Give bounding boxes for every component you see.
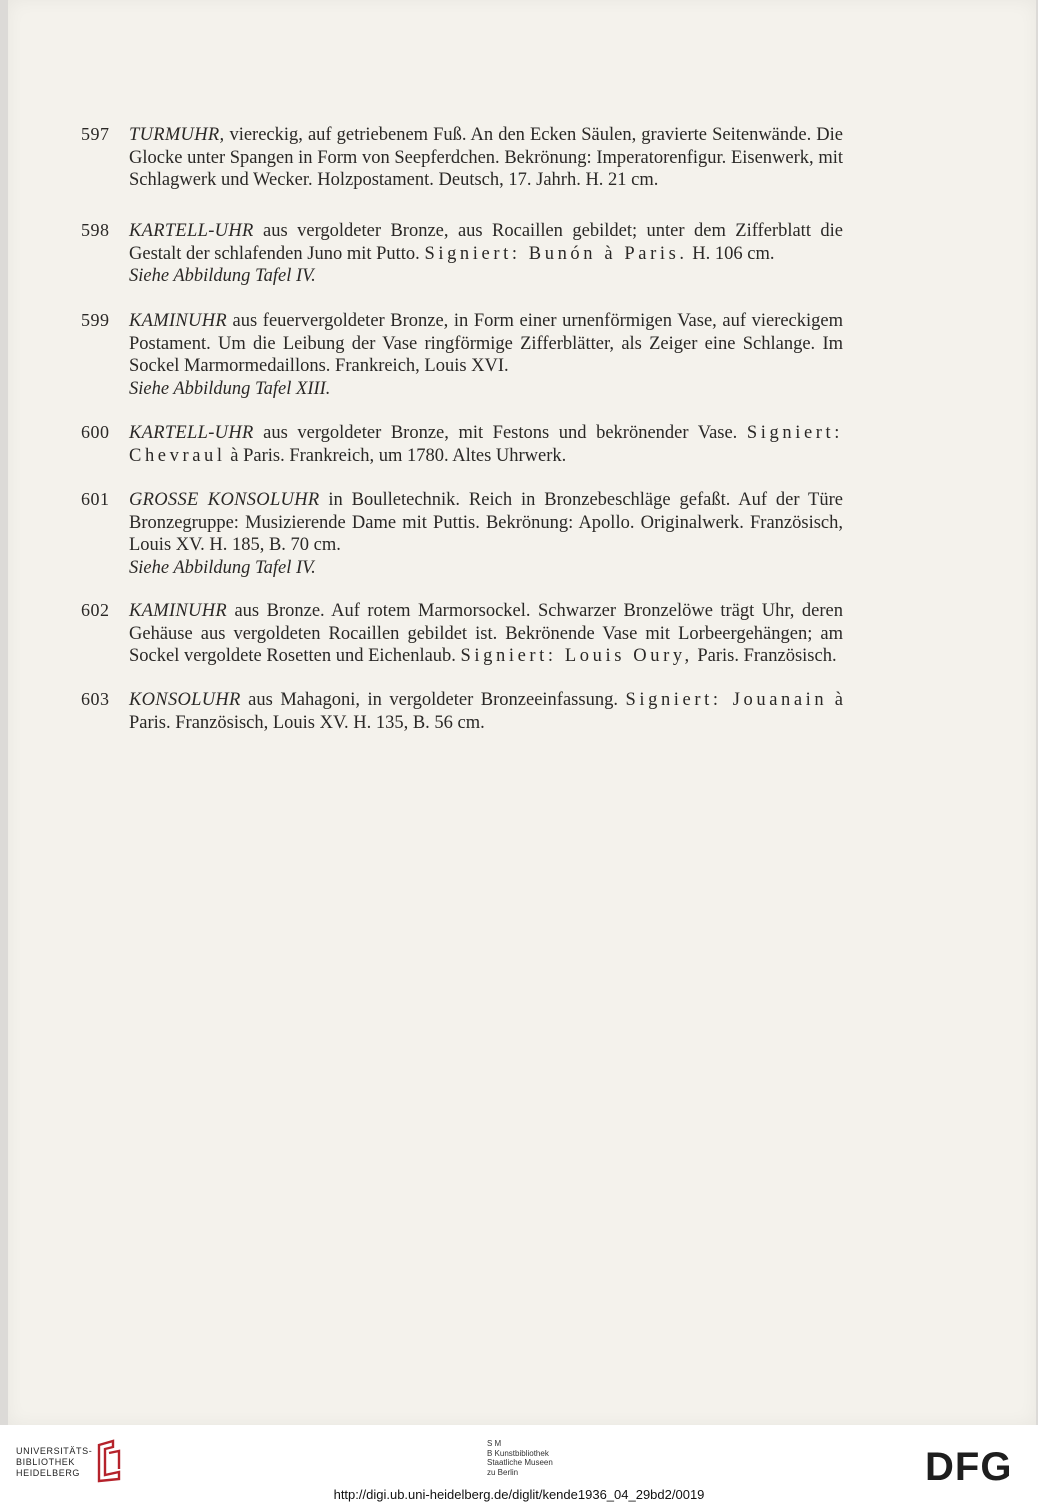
- dfg-logo-text: DFG: [925, 1448, 1013, 1484]
- entry-description: [129, 600, 843, 668]
- library-name[interactable]: [16, 1446, 92, 1479]
- catalog-page: [8, 0, 1036, 1425]
- entry-title: GROSSE KONSOLUHR: [129, 490, 320, 510]
- entry-description: [129, 310, 843, 400]
- stamp-line: zu Berlin: [487, 1467, 519, 1477]
- lot-number: 598: [81, 220, 110, 240]
- signed-label: Signiert:: [460, 646, 557, 666]
- entry-title: TURMUHR,: [129, 125, 225, 145]
- stamp-line: B Kunstbibliothek: [487, 1448, 549, 1458]
- entry-description: [129, 422, 843, 467]
- lot-number: 602: [81, 600, 110, 620]
- entry-title: KARTELL-UHR: [129, 221, 254, 241]
- permalink-url[interactable]: http://digi.ub.uni-heidelberg.de/diglit/kende1936_04_29bd2/0019: [333, 1487, 705, 1502]
- library-line: UNIVERSITÄTS-: [16, 1446, 93, 1456]
- entry-text: aus vergoldeter Bronze, aus Rocaillen gebildet; unter dem Zifferblatt die Gestalt der schlafenden Juno mit Putto.: [129, 221, 843, 264]
- illustration-reference: Siehe Abbildung Tafel IV.: [129, 557, 316, 578]
- library-logo-icon[interactable]: [95, 1439, 123, 1483]
- signed-name: Chevraul: [129, 445, 226, 466]
- entry-title: KONSOLUHR: [129, 690, 241, 710]
- entry-text-after: H. 106 cm.: [687, 243, 775, 264]
- entry-text-after: à Paris. Französisch, Louis XV. H. 135, B. 56 cm.: [129, 690, 843, 733]
- signed-label: Signiert:: [746, 423, 843, 443]
- entry-title: KAMINUHR: [129, 601, 227, 621]
- entry-description: [129, 124, 843, 192]
- signed-name: Bunón à Paris.: [520, 243, 688, 264]
- stamp-line: S M: [487, 1439, 502, 1448]
- lot-number: 599: [81, 310, 110, 330]
- illustration-reference: Siehe Abbildung Tafel IV.: [129, 266, 316, 286]
- entry-title: KARTELL-UHR: [129, 423, 254, 443]
- entry-text: aus feuervergoldeter Bronze, in Form einer urnenförmigen Vase, auf viereckigem Postament. Um die Leibung der Vase ringförmige Zifferblätter, als Zeiger eine Schlange. Im Sockel Marmormedaillons. Frankreich, Louis XVI.: [129, 311, 843, 376]
- signed-name: Louis Oury,: [556, 646, 693, 666]
- signed-label: Signiert:: [424, 243, 521, 264]
- entry-text: aus Mahagoni, in vergoldeter Bronzeeinfassung.: [240, 690, 626, 710]
- entry-text-after: Paris. Französisch.: [692, 646, 837, 666]
- entry-text-after: à Paris. Frankreich, um 1780. Altes Uhrwerk.: [225, 445, 567, 466]
- dfg-logo-icon[interactable]: [925, 1448, 1025, 1484]
- entry-description: [129, 220, 843, 288]
- viewer-footer: [0, 1425, 1038, 1504]
- entry-text: aus Bronze. Auf rotem Marmorsockel. Schwarzer Bronzelöwe trägt Uhr, deren Gehäuse aus vergoldeten Rocaillen gebildet ist. Bekrönende Vase mit Lorbeergehängen; am Sockel vergoldete Rosetten und Eichenlaub.: [129, 601, 843, 666]
- illustration-reference: Siehe Abbildung Tafel XIII.: [129, 378, 331, 399]
- lot-number: 597: [81, 124, 110, 144]
- library-line: HEIDELBERG: [16, 1468, 81, 1478]
- entry-description: [129, 689, 843, 734]
- entry-title: KAMINUHR: [129, 311, 227, 331]
- library-line: BIBLIOTHEK: [16, 1457, 76, 1467]
- entry-text: aus vergoldeter Bronze, mit Festons und bekrönender Vase.: [253, 423, 747, 443]
- lot-number: 601: [81, 489, 110, 509]
- entry-text: viereckig, auf getriebenem Fuß. An den Ecken Säulen, gravierte Seitenwände. Die Glocke unter Spangen in Form von Seepferdchen. Bekrönung: Imperatorenfigur. Eisenwerk, mit Schlagwerk und Wecker. Holzpostament. Deutsch, 17. Jahrh. H. 21 cm.: [129, 125, 843, 190]
- lot-number: 600: [81, 422, 110, 442]
- entry-text: in Boulletechnik. Reich in Bronzebeschläge gefaßt. Auf der Türe Bronzegruppe: Musizierende Dame mit Puttis. Bekrönung: Apollo. Originalwerk. Französisch, Louis XV. H. 185, B. 70 cm.: [129, 490, 843, 555]
- entry-description: [129, 489, 843, 579]
- lot-number: 603: [81, 689, 110, 709]
- provenance-stamp: [487, 1439, 553, 1477]
- signed-name: Jouanain: [721, 690, 828, 710]
- signed-label: Signiert:: [625, 690, 722, 710]
- stamp-line: Staatliche Museen: [487, 1458, 553, 1467]
